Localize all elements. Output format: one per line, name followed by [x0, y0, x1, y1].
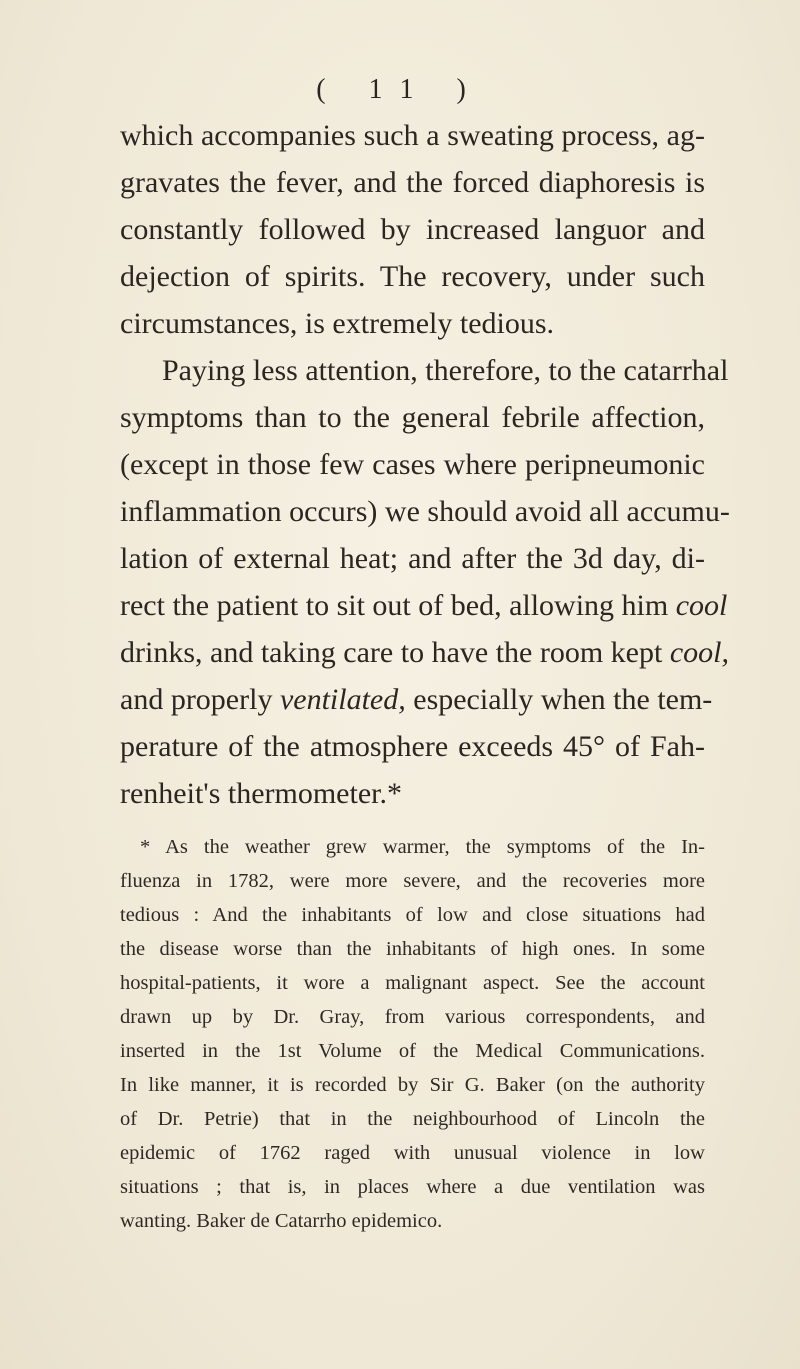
text-line — [120, 682, 713, 718]
text-line: lation of external heat; and after the 3d day, di- — [120, 542, 705, 575]
footnote-line: of Dr. Petrie) that in the neighbourhood of Lincoln the — [120, 1108, 705, 1130]
footnote-line: inserted in the 1st Volume of the Medical Communications. — [120, 1040, 705, 1062]
footnote-line: epidemic of 1762 raged with unusual violence in low — [120, 1142, 705, 1164]
text-span: especially when the tem- — [413, 683, 713, 716]
text-line: circumstances, is extremely tedious. — [120, 307, 555, 340]
footnote-line: fluenza in 1782, were more severe, and the recoveries more — [120, 870, 705, 892]
text-line: perature of the atmosphere exceeds 45° of Fah- — [120, 730, 705, 763]
text-line: which accompanies such a sweating process, ag- — [120, 119, 705, 152]
footnote-line: In like manner, it is recorded by Sir G. Baker (on the authority — [120, 1074, 705, 1096]
text-line: renheit's thermometer.* — [120, 777, 402, 810]
footnote-line: situations ; that is, in places where a due ventilation was — [120, 1176, 705, 1198]
text-line: constantly followed by increased languor and — [120, 213, 705, 246]
footnote-line: hospital-patients, it wore a malignant aspect. See the account — [120, 972, 705, 994]
text-line: gravates the fever, and the forced diaphoresis is — [120, 166, 705, 199]
footnote-line: the disease worse than the inhabitants of high ones. In some — [120, 938, 705, 960]
italic-word: ventilated, — [279, 683, 406, 716]
text-line: dejection of spirits. The recovery, under such — [120, 260, 705, 293]
text-span: rect the patient to sit out of bed, allowing him — [120, 589, 669, 622]
text-line: inflammation occurs) we should avoid all accumu- — [120, 495, 730, 528]
footnote-line: * As the weather grew warmer, the symptoms of the In- — [140, 836, 705, 858]
footnote-line: drawn up by Dr. Gray, from various correspondents, and — [120, 1006, 705, 1028]
page-number: ( 11 ) — [316, 74, 484, 105]
text-line: symptoms than to the general febrile affection, — [120, 401, 705, 434]
italic-word: cool, — [669, 636, 729, 669]
text-span: drinks, and taking care to have the room kept — [120, 636, 663, 669]
text-line — [120, 635, 729, 671]
text-line: Paying less attention, therefore, to the catarrhal — [162, 354, 729, 387]
text-line: (except in those few cases where peripneumonic — [120, 448, 705, 481]
italic-word: cool — [675, 589, 728, 622]
text-span: and properly — [120, 683, 273, 716]
footnote-line: wanting. Baker de Catarrho epidemico. — [120, 1210, 443, 1232]
text-line — [120, 588, 728, 624]
footnote-line: tedious : And the inhabitants of low and close situations had — [120, 904, 705, 926]
